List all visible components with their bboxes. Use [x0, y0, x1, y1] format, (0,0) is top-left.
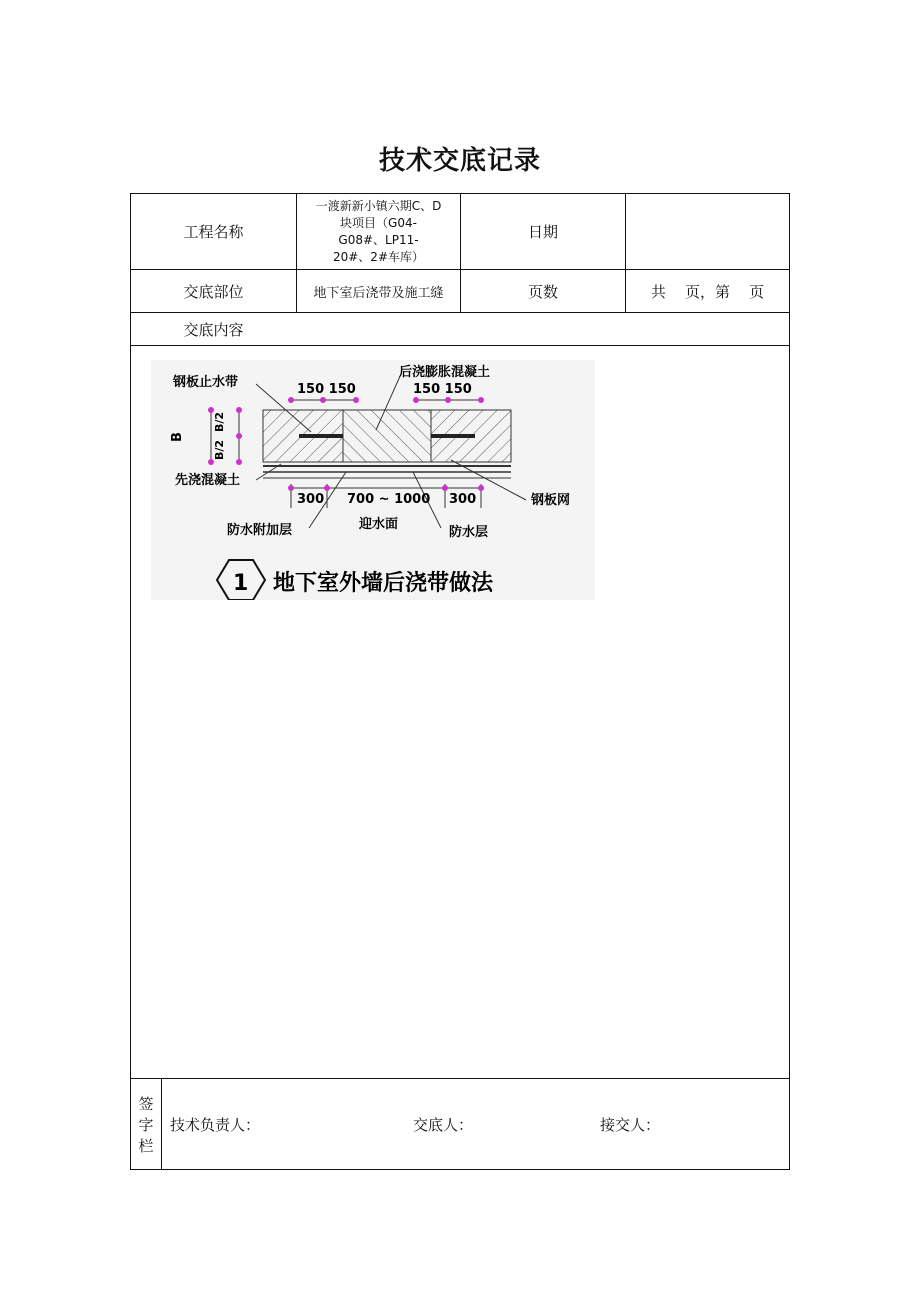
- project-name-line: 块项目（G04-: [340, 215, 417, 230]
- discloser-signature-label: 交底人：: [413, 1116, 474, 1134]
- signature-column-label: [131, 1080, 161, 1170]
- table-divider: [130, 345, 790, 346]
- pages-value: 共 页，第 页: [650, 282, 765, 301]
- project-name-line: G08#、LP11-: [338, 232, 419, 247]
- pages-label: 页数: [527, 282, 558, 301]
- table-divider: [130, 1078, 790, 1079]
- dim-b-half-top: B/2: [213, 411, 226, 432]
- label-post-pour-concrete: 后浇膨胀混凝土: [399, 365, 491, 380]
- date-value: [626, 194, 789, 269]
- dim-right-top: 150 150: [413, 382, 472, 397]
- label-steel-water-stop: 钢板止水带: [173, 375, 239, 390]
- label-waterproof-additional: 防水附加层: [227, 523, 293, 538]
- project-name-line: 一渡新新小镇六期C、D: [315, 198, 442, 213]
- project-name-label: 工程名称: [183, 223, 244, 241]
- label-first-pour-concrete: 先浇混凝土: [175, 473, 241, 488]
- location-label: 交底部位: [183, 282, 244, 301]
- label-waterproof-layer: 防水层: [449, 525, 489, 540]
- table-border-bottom: [130, 1169, 790, 1170]
- caption-number: 1: [233, 571, 249, 596]
- table-border-right: [789, 193, 790, 1170]
- receiver-signature-label: 接交人：: [600, 1116, 661, 1134]
- tech-lead-signature-label: 技术负责人：: [170, 1116, 261, 1134]
- table-divider: [161, 1078, 162, 1169]
- project-name-value: [297, 194, 460, 269]
- dim-b-half-bottom: B/2: [213, 439, 226, 460]
- page-title: 技术交底记录: [378, 146, 541, 176]
- content-label: 交底内容: [183, 320, 244, 339]
- dim-300-right: 300: [449, 492, 477, 507]
- signature-char: 签: [138, 1094, 154, 1113]
- steel-water-stop-left: [299, 434, 343, 438]
- diagram-caption: 地下室外墙后浇带做法: [273, 571, 494, 596]
- date-label: 日期: [527, 223, 558, 241]
- dim-b: B: [170, 432, 185, 442]
- post-pour-section: [343, 410, 431, 462]
- project-name-line: 20#、2#车库）: [332, 249, 424, 264]
- label-water-face: 迎水面: [359, 517, 399, 532]
- signature-char: 栏: [138, 1136, 154, 1155]
- post-pour-strip-diagram: [151, 360, 595, 600]
- diagram-svg: [151, 360, 595, 600]
- dim-300-left: 300: [297, 492, 325, 507]
- label-steel-mesh: 钢板网: [531, 493, 571, 508]
- dim-middle: 700 ~ 1000: [347, 492, 431, 507]
- dim-left-top: 150 150: [297, 382, 356, 397]
- signature-char: 字: [138, 1115, 154, 1134]
- location-value: 地下室后浇带及施工缝: [313, 285, 444, 301]
- steel-water-stop-right: [431, 434, 475, 438]
